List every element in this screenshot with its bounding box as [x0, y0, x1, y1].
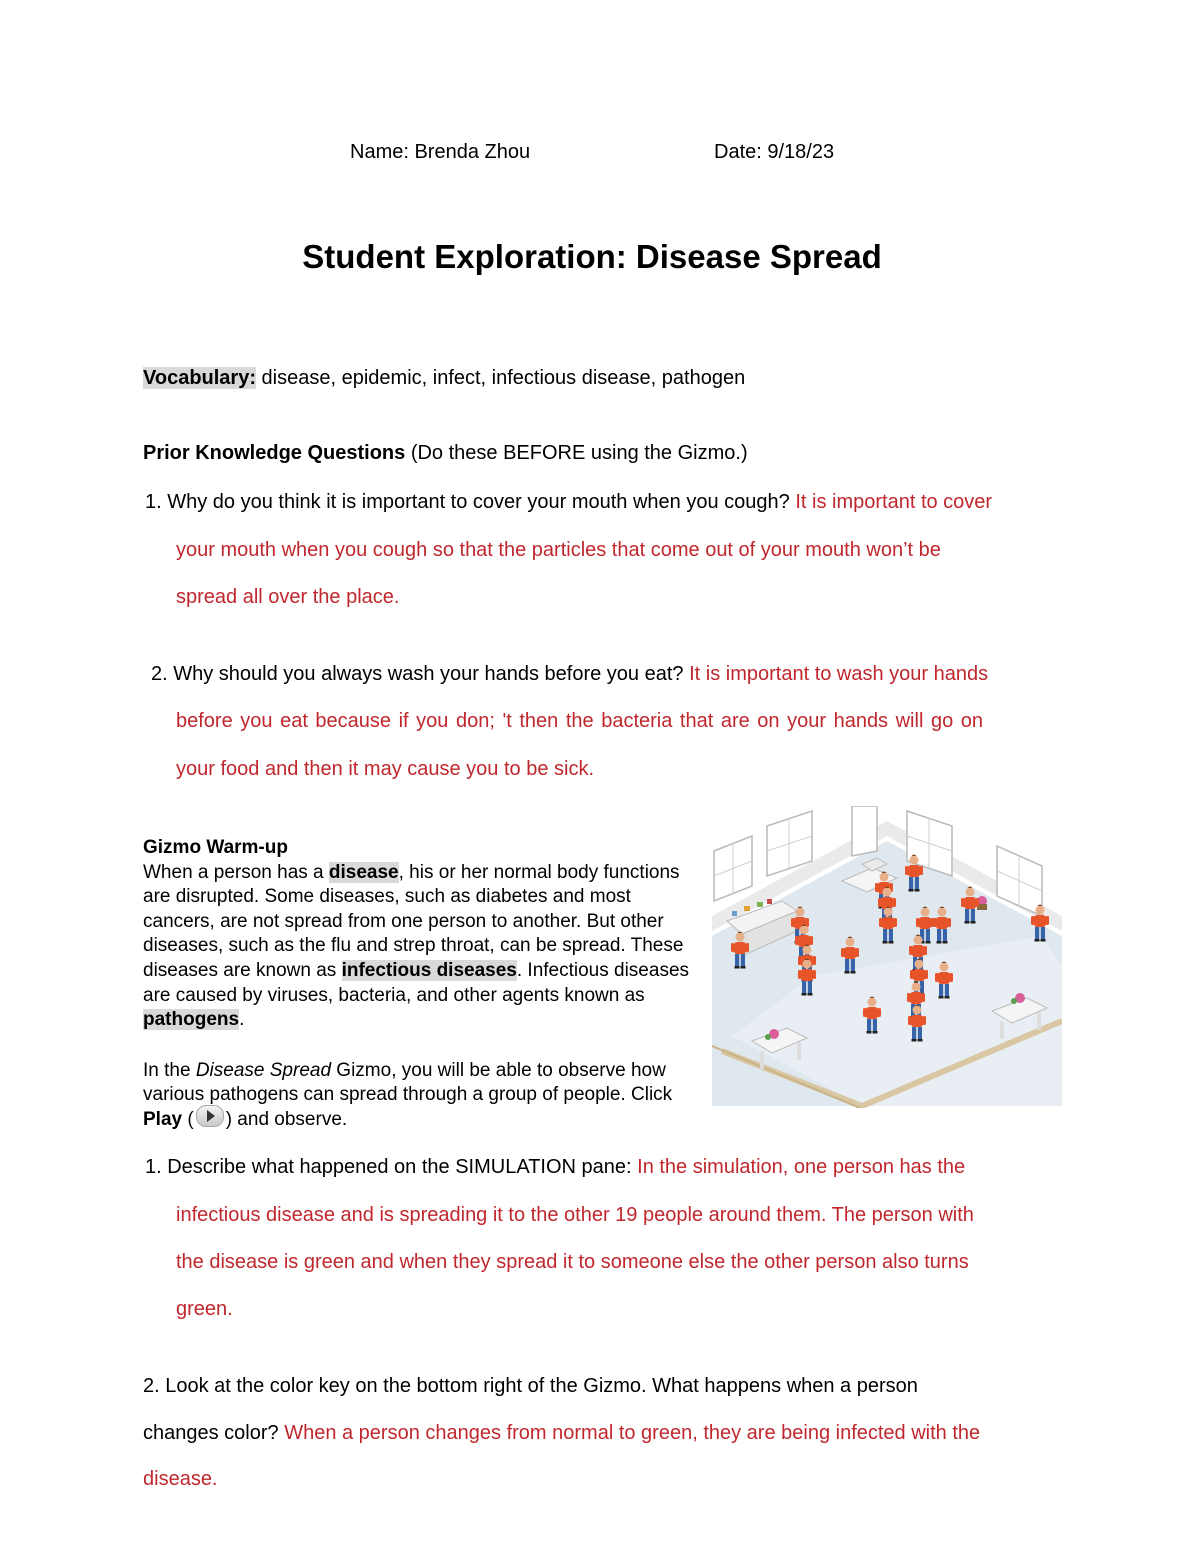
- gizmo-q2-answer-line3: disease.: [143, 1468, 218, 1490]
- prior-q1-question: 1. Why do you think it is important to cover your mouth when you cough?: [145, 491, 796, 513]
- warmup-paragraph-1: When a person has a disease, his or her normal body functions are disrupted. Some diseases, such as diabetes and most cancers, are not spread from one person to another. But other diseases, such as the flu and strep throat, can be spread. These diseases are known as infectious diseases. Infectious diseases are caused by viruses, bacteria, and other agents known as pathogens.: [143, 861, 690, 1031]
- play-icon: [196, 1105, 224, 1127]
- gizmo-q1-line: [145, 1156, 965, 1179]
- term-infectious-diseases: infectious diseases: [341, 959, 517, 981]
- term-pathogens: pathogens: [143, 1009, 240, 1031]
- gizmo-q2-question-line1: 2. Look at the color key on the bottom right of the Gizmo. What happens when a person: [143, 1375, 918, 1397]
- prior-q2-answer-line2: before you eat because if you don; 't then the bacteria that are on your hands will go on: [176, 710, 983, 732]
- prior-q1-answer-line2: your mouth when you cough so that the particles that come out of your mouth won’t be: [176, 539, 941, 561]
- vocabulary-label: Vocabulary:: [143, 367, 256, 389]
- gizmo-q1-answer-line3: the disease is green and when they spread it to someone else the other person also turns: [176, 1251, 969, 1273]
- prior-q2-answer-line3: your food and then it may cause you to be sick.: [176, 758, 595, 780]
- gizmo-q1-answer-line2: infectious disease and is spreading it to the other 19 people around them. The person with: [176, 1204, 974, 1226]
- gizmo-q1-answer-line4: green.: [176, 1298, 233, 1320]
- prior-knowledge-note: (Do these BEFORE using the Gizmo.): [405, 442, 748, 464]
- date-field: Date: 9/18/23: [714, 141, 835, 163]
- gizmo-q1-question: 1. Describe what happened on the SIMULATION pane:: [145, 1156, 638, 1178]
- page-title: Student Exploration: Disease Spread: [302, 238, 882, 275]
- gizmo-q1-answer: In the simulation, one person has the: [637, 1156, 966, 1178]
- warmup-paragraph-2: In the Disease Spread Gizmo, you will be able to observe how various pathogens can spread through a group of people. Click Play ( ) and observe.: [143, 1059, 673, 1130]
- play-label: Play: [143, 1108, 183, 1130]
- prior-q1-answer-line3: spread all over the place.: [176, 586, 400, 608]
- prior-q1-answer: It is important to cover: [795, 491, 993, 513]
- gizmo-warmup: [143, 836, 703, 1133]
- vocabulary-terms: disease, epidemic, infect, infectious disease, pathogen: [256, 367, 746, 389]
- warmup-heading: Gizmo Warm-up: [143, 837, 288, 858]
- disease-spread-simulation-image: [712, 806, 1062, 1108]
- prior-q1-line: [145, 491, 992, 514]
- term-disease: disease: [328, 861, 399, 883]
- prior-knowledge-heading: Prior Knowledge Questions: [143, 442, 406, 464]
- name-field: Name: Brenda Zhou: [350, 141, 531, 163]
- prior-knowledge-heading-line: [143, 442, 748, 465]
- prior-q2-question: 2. Why should you always wash your hands before you eat?: [151, 663, 690, 685]
- gizmo-q2-question-line2: changes color?: [143, 1422, 285, 1444]
- vocabulary-line: [143, 367, 745, 390]
- prior-q2-answer: It is important to wash your hands: [689, 663, 989, 685]
- prior-q2-line: [151, 663, 988, 686]
- gizmo-q2-answer: When a person changes from normal to green, they are being infected with the: [284, 1422, 981, 1444]
- gizmo-q2-line2: [143, 1422, 980, 1445]
